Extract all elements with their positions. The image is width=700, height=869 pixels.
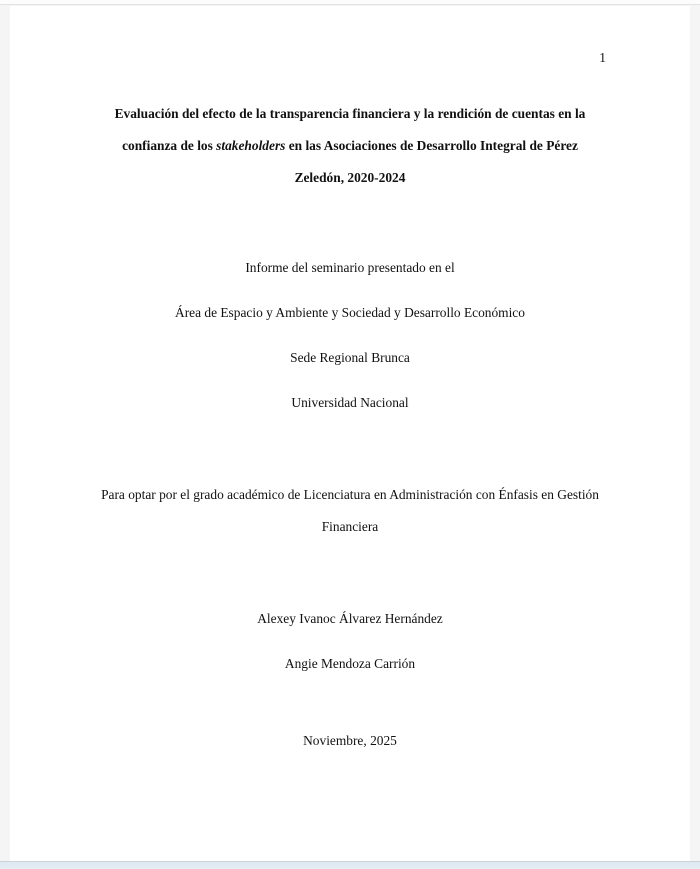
academic-area: Área de Espacio y Ambiente y Sociedad y Desarrollo Económico <box>175 305 525 320</box>
seminar-statement: Informe del seminario presentado en el <box>245 260 455 275</box>
title-line-2 <box>94 130 606 162</box>
title-line-2-post: en las Asociaciones de Desarrollo Integral de Pérez <box>285 138 578 153</box>
author-name-2: Angie Mendoza Carrión <box>284 656 416 671</box>
document-title <box>94 98 606 194</box>
degree-line-1: Para optar por el grado académico de Licenciatura en Administración con Énfasis en Gestión <box>101 487 599 502</box>
degree-line-2: Financiera <box>321 519 379 534</box>
publication-date: Noviembre, 2025 <box>303 733 397 748</box>
horizontal-scrollbar[interactable] <box>0 861 700 869</box>
campus-name: Sede Regional Brunca <box>290 350 410 365</box>
university-name: Universidad Nacional <box>291 395 409 410</box>
degree-statement <box>94 479 606 543</box>
document-page <box>10 6 690 861</box>
page-number: 1 <box>599 50 606 65</box>
title-line-2-pre: confianza de los <box>122 138 217 153</box>
viewer-top-edge <box>0 0 700 5</box>
title-stakeholders-italic: stakeholders <box>216 138 286 153</box>
page-content <box>10 6 690 757</box>
title-line-3: Zeledón, 2020-2024 <box>294 170 406 185</box>
author-name-1: Alexey Ivanoc Álvarez Hernández <box>257 611 443 626</box>
title-line-1: Evaluación del efecto de la transparencia financiera y la rendición de cuentas en la <box>114 106 586 121</box>
